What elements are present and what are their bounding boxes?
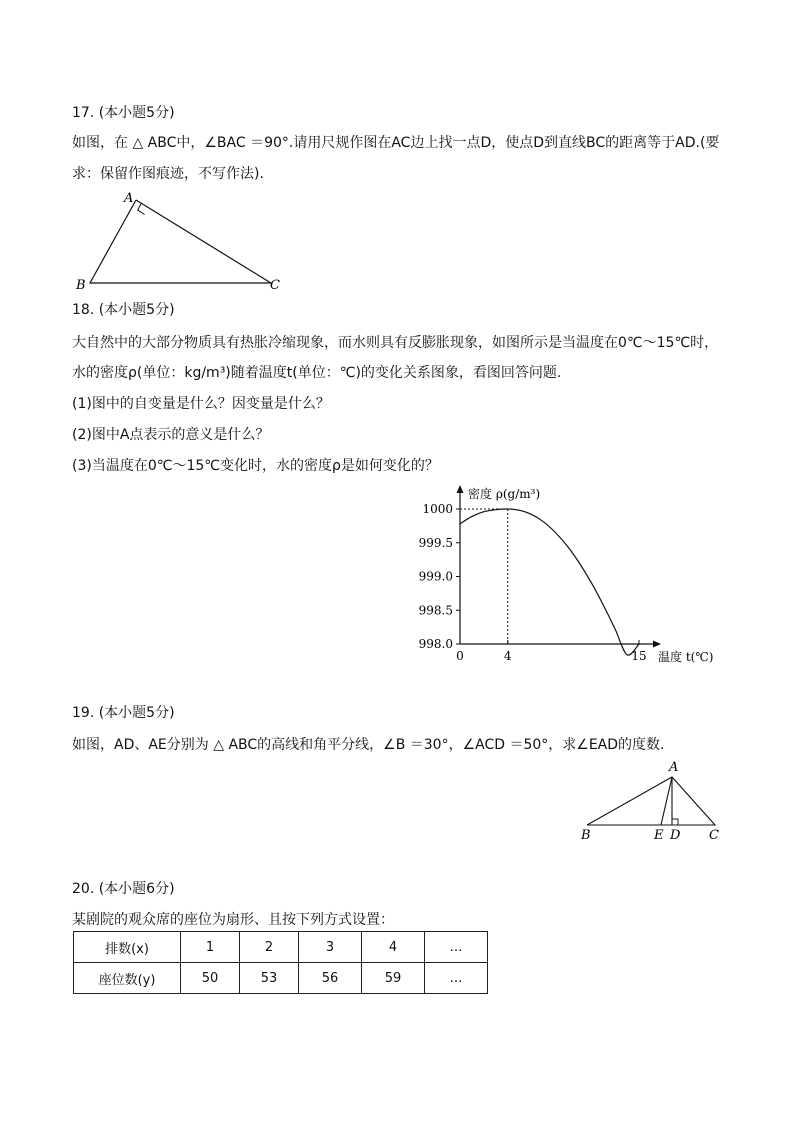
q17-triangle-edges: [90, 200, 271, 283]
q17-label-a: A: [124, 191, 134, 206]
chart-peak-guides: [460, 509, 508, 644]
table-cell: …: [425, 963, 488, 994]
q19-label-e: E: [654, 828, 664, 843]
table-cell: 50: [181, 963, 240, 994]
chart-x-axis-arrow: [653, 641, 661, 648]
q18-text-line2: 水的密度ρ(单位：kg/m³)随着温度t(单位：℃)的变化关系图象，看图回答问题.: [72, 365, 562, 381]
y-tick-label: 999.5: [418, 535, 453, 550]
density-chart: [415, 482, 735, 672]
q17-triangle-figure: [70, 188, 290, 294]
chart-series-line-density: [460, 509, 639, 655]
q19-right-angle-mark: [672, 819, 678, 825]
table-cell: 59: [362, 963, 425, 994]
table-cell: 56: [299, 963, 362, 994]
q19-label-c: C: [709, 828, 719, 843]
table-cell: 53: [240, 963, 299, 994]
q19-heading: 19. (本小题5分): [72, 705, 175, 721]
q17-label-c: C: [270, 278, 280, 293]
y-tick-label: 998.5: [418, 603, 453, 618]
x-tick-label: 4: [503, 649, 512, 663]
table-cell: 1: [181, 932, 240, 963]
q18-sub-question-1: (1)图中的自变量是什么？因变量是什么？: [72, 396, 330, 412]
table-cell: 3: [299, 932, 362, 963]
table-cell: 2: [240, 932, 299, 963]
x-tick-label: 0: [456, 649, 464, 663]
table-row-rows: [74, 932, 488, 963]
y-tick-label: 999.0: [418, 569, 453, 584]
q18-sub-question-3: (3)当温度在0℃～15℃变化时，水的密度ρ是如何变化的？: [72, 458, 439, 474]
q17-text-line2: 求：保留作图痕迹，不写作法).: [72, 166, 264, 182]
q17-label-b: B: [76, 278, 86, 293]
y-tick-label: 998.0: [418, 637, 453, 651]
q19-text-line1: 如图，AD、AE分别为 △ ABC的高线和角平分线，∠B ＝30°，∠ACD ＝50°，求∠EAD的度数.: [72, 737, 665, 753]
q17-text-line1: 如图，在 △ ABC中，∠BAC ＝90°.请用尺规作图在AC边上找一点D，使点D到直线BC的距离等于AD.(要: [72, 135, 720, 151]
table-cell: …: [425, 932, 488, 963]
y-tick-label: 1000: [422, 502, 453, 516]
q19-angle-bisector-ae: [661, 777, 672, 825]
table-header-rows: 排数(x): [74, 932, 181, 963]
q17-heading: 17. (本小题5分): [72, 105, 175, 121]
q18-sub-question-2: (2)图中A点表示的意义是什么？: [72, 427, 270, 443]
q18-heading: 18. (本小题5分): [72, 302, 175, 318]
chart-x-axis-title: 温度 t(℃): [658, 650, 714, 664]
q18-text-line1: 大自然中的大部分物质具有热胀冷缩现象，而水则具有反膨胀现象，如图所示是当温度在0℃～15℃时，: [72, 335, 719, 351]
chart-y-axis-arrow: [457, 485, 464, 493]
table-row-seats: [74, 963, 488, 994]
q19-triangle-figure: [575, 755, 735, 850]
chart-y-ticks: [419, 502, 460, 651]
q19-triangle-edges: [587, 777, 715, 825]
q20-heading: 20. (本小题6分): [72, 881, 175, 897]
q19-label-a: A: [669, 760, 679, 775]
seat-table: [73, 931, 488, 994]
table-cell: 4: [362, 932, 425, 963]
q19-label-d: D: [670, 828, 681, 843]
x-tick-label: 15: [631, 649, 647, 663]
q19-label-b: B: [581, 828, 591, 843]
chart-y-axis-title: 密度 ρ(g/m³): [468, 487, 541, 501]
table-header-seats: 座位数(y): [74, 963, 181, 994]
q20-text-line1: 某剧院的观众席的座位为扇形、且按下列方式设置：: [72, 912, 394, 928]
